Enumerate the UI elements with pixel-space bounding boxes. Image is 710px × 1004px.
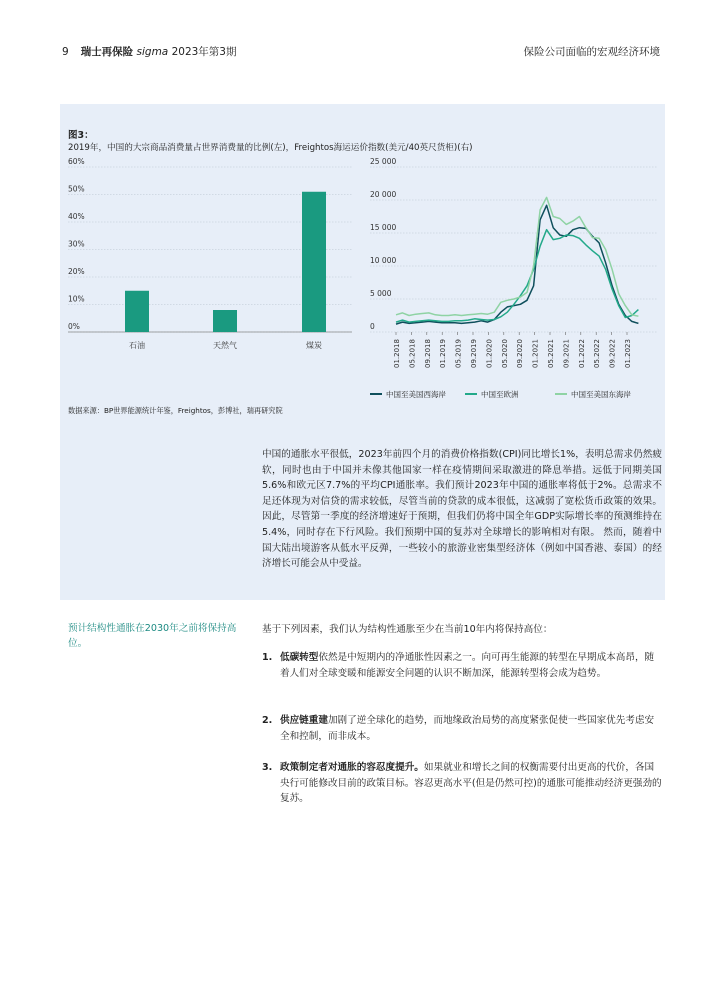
- y-tick-label: 10%: [68, 294, 85, 304]
- list-number: 1.: [262, 652, 273, 663]
- x-tick-label: 石油: [129, 341, 145, 350]
- series-line: [396, 205, 638, 324]
- running-header-left: [62, 44, 237, 59]
- list-number: 2.: [262, 715, 273, 726]
- list-item-text: 加剧了逆全球化的趋势，而地缘政治局势的高度紧张促使一些国家优先考虑安全和控制，而非成本。: [280, 715, 655, 742]
- page-number: 9: [62, 46, 69, 58]
- series-line: [396, 197, 638, 316]
- y-tick-label: 0: [370, 322, 375, 331]
- list-number: 3.: [262, 762, 273, 773]
- y-tick-label: 20 000: [370, 190, 397, 199]
- x-tick-label: 05.2019: [454, 339, 463, 368]
- list-item-text: 如果就业和增长之间的权衡需要付出更高的代价，各国央行可能修改目前的政策目标。容忍更高水平(但是仍然可控)的通胀可能推动经济更强劲的复苏。: [280, 762, 662, 805]
- list-item: [262, 760, 662, 807]
- list-item: [262, 713, 662, 744]
- bar: [213, 310, 237, 332]
- y-tick-label: 50%: [68, 184, 85, 194]
- list-intro: 基于下列因素，我们认为结构性通胀至少在当前10年内将保持高位：: [262, 624, 553, 635]
- y-tick-label: 15 000: [370, 223, 397, 232]
- list-item: [262, 650, 662, 681]
- x-tick-label: 09.2019: [470, 339, 478, 368]
- x-tick-label: 05.2022: [593, 339, 602, 368]
- x-tick-label: 01.2019: [439, 339, 448, 368]
- y-tick-label: 10 000: [370, 256, 397, 265]
- x-tick-label: 01.2023: [624, 339, 632, 368]
- x-tick-label: 09.2020: [516, 339, 525, 368]
- figure-source: 数据来源：BP世界能源统计年鉴，Freightos，彭博社，瑞再研究院: [68, 406, 283, 415]
- x-tick-label: 01.2020: [485, 339, 494, 368]
- bar: [125, 291, 149, 332]
- x-tick-label: 煤炭: [306, 341, 322, 350]
- y-tick-label: 0%: [68, 322, 80, 331]
- list-item-heading: 低碳转型: [280, 652, 319, 663]
- x-tick-label: 01.2018: [393, 339, 401, 368]
- y-tick-label: 40%: [68, 212, 85, 221]
- y-tick-label: 60%: [68, 157, 85, 166]
- x-tick-label: 09.2021: [562, 339, 571, 368]
- figure-title: 图3：: [68, 130, 94, 141]
- line-chart: [360, 155, 665, 405]
- brand-name: 瑞士再保险: [80, 46, 134, 58]
- legend-label: 中国至美国东海岸: [571, 390, 631, 399]
- y-tick-label: 20%: [68, 267, 85, 276]
- y-tick-label: 25 000: [370, 157, 397, 166]
- y-tick-label: 5 000: [370, 289, 392, 298]
- publication-name: sigma: [136, 46, 169, 58]
- x-tick-label: 01.2021: [531, 339, 540, 368]
- list-item-heading: 政策制定者对通胀的容忍度提升。: [280, 762, 424, 773]
- x-tick-label: 天然气: [213, 341, 237, 350]
- x-tick-label: 05.2021: [547, 339, 555, 368]
- bar: [302, 192, 326, 332]
- figure-subtitle: 2019年，中国的大宗商品消费量占世界消费量的比例(左)，Freightos海运运价指数(美元/40英尺货柜)(右): [68, 143, 473, 153]
- side-note: 预计结构性通胀在2030年之前将保持高位。: [68, 623, 237, 649]
- list-item-heading: 供应链重建: [280, 715, 328, 726]
- bar-chart: [60, 155, 360, 365]
- legend-label: 中国至欧洲: [481, 390, 519, 399]
- publication-issue: 2023年第3期: [168, 46, 237, 58]
- x-tick-label: 09.2022: [608, 339, 617, 368]
- x-tick-label: 05.2018: [408, 339, 417, 368]
- section-title: 保险公司面临的宏观经济环境: [523, 46, 660, 58]
- list-item-text: 依然是中短期内的净通胀性因素之一。向可再生能源的转型在早期成本高昂，随着人们对全球变暖和能源安全问题的认识不断加深，能源转型将会成为趋势。: [280, 652, 655, 679]
- x-tick-label: 09.2018: [423, 339, 432, 368]
- x-tick-label: 01.2022: [577, 339, 586, 368]
- body-paragraph: 中国的通胀水平很低，2023年前四个月的消费价格指数(CPI)同比增长1%，表明总需求仍然疲软，同时也由于中国并未像其他国家一样在疫情期间采取激进的降息举措。远低于同期美国5.6%和欧元区7.7%的平均CPI通胀率。我们预计2023年中国的通胀率将低于2%。总需求不足还体现为对信贷的需求较低，尽管当前的贷款的成本很低，这减弱了宽松货币政策的效果。因此，尽管第一季度的经济增速好于预期，但我们仍将中国全年GDP实际增长率的预测维持在5.4%，同时存在下行风险。我们预期中国的复苏对全球增长的影响相对有限。 然而，随着中国大陆出境游客从低水平反弹，一些较小的旅游业密集型经济体（例如中国香港、泰国）的经济增长可能会从中受益。: [262, 449, 662, 570]
- legend-label: 中国至美国西海岸: [386, 390, 446, 399]
- x-tick-label: 05.2020: [500, 339, 509, 368]
- y-tick-label: 30%: [68, 239, 85, 249]
